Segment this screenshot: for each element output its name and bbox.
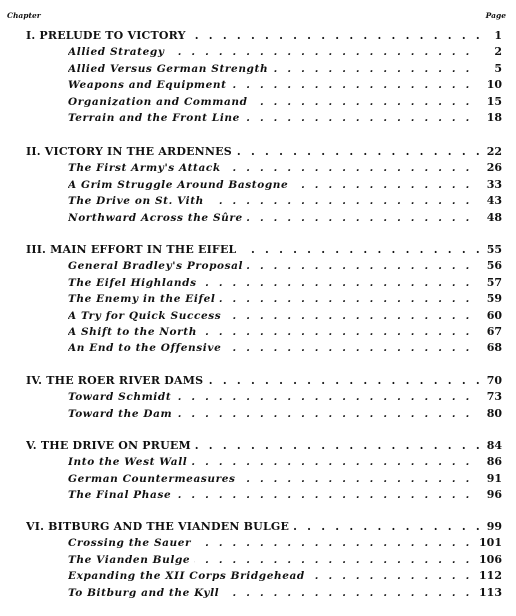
section-entry[interactable] [0,389,516,405]
section-entry[interactable] [0,77,516,93]
section-title: Terrain and the Front Line . . . [68,110,480,126]
section-entry[interactable] [0,552,516,568]
chapter-entry[interactable] [0,438,516,454]
section-entry[interactable] [0,258,516,274]
section-title: Organization and Command . . . [68,94,480,110]
section-title: Allied Strategy . . . [68,44,480,60]
chapter-page-number: 99 [483,519,502,535]
section-entry[interactable] [0,160,516,176]
section-page-number: 43 [483,193,502,209]
chapter-entry[interactable] [0,242,516,258]
chapter-page-number: 70 [483,373,502,389]
section-title: Weapons and Equipment . . . [68,77,480,93]
section-page-number: 101 [475,535,502,551]
chapter-block [0,242,516,357]
section-title: The Drive on St. Vith . . . [68,193,480,209]
section-entry[interactable] [0,585,516,601]
chapter-page-number: 22 [483,144,502,160]
section-page-number: 5 [490,61,502,77]
chapter-title: III. MAIN EFFORT IN THE EIFEL . . . [26,242,480,258]
section-title: Crossing the Sauer . . . [68,535,480,551]
section-title: Toward the Dam . . . [68,406,480,422]
section-page-number: 2 [490,44,502,60]
section-title: Expanding the XII Corps Bridgehead . . . [68,568,480,584]
chapter-block [0,28,516,126]
section-title: An End to the Offensive . . . [68,340,480,356]
chapter-title: IV. THE ROER RIVER DAMS . . . [26,373,480,389]
chapter-entry[interactable] [0,373,516,389]
section-entry[interactable] [0,291,516,307]
chapter-block [0,373,516,422]
section-entry[interactable] [0,110,516,126]
chapter-column-label: Chapter [7,11,41,20]
section-page-number: 10 [483,77,502,93]
section-title: The Final Phase . . . [68,487,480,503]
chapter-entry[interactable] [0,519,516,535]
chapter-title: V. THE DRIVE ON PRUEM . . . [26,438,480,454]
section-entry[interactable] [0,177,516,193]
chapter-title: I. PRELUDE TO VICTORY . . . [26,28,480,44]
section-page-number: 73 [483,389,502,405]
section-entry[interactable] [0,340,516,356]
chapter-page-number: 55 [483,242,502,258]
section-title: The First Army's Attack . . . [68,160,480,176]
chapter-title: VI. BITBURG AND THE VIANDEN BULGE . . . [26,519,480,535]
section-title: The Vianden Bulge . . . [68,552,480,568]
section-entry[interactable] [0,454,516,470]
section-page-number: 57 [483,275,502,291]
section-page-number: 48 [483,210,502,226]
chapter-entry[interactable] [0,28,516,44]
section-title: A Grim Struggle Around Bastogne . . . [68,177,480,193]
chapter-page-number: 1 [490,28,502,44]
section-page-number: 68 [483,340,502,356]
section-entry[interactable] [0,210,516,226]
section-page-number: 18 [483,110,502,126]
section-entry[interactable] [0,535,516,551]
section-title: The Enemy in the Eifel . . . [68,291,480,307]
section-page-number: 91 [483,471,502,487]
chapter-block [0,519,516,601]
section-title: German Countermeasures . . . [68,471,480,487]
section-entry[interactable] [0,94,516,110]
section-page-number: 33 [483,177,502,193]
section-entry[interactable] [0,308,516,324]
section-title: A Try for Quick Success . . . [68,308,480,324]
chapter-page-number: 84 [483,438,502,454]
section-title: To Bitburg and the Kyll . . . [68,585,480,601]
section-page-number: 96 [483,487,502,503]
chapter-block [0,438,516,504]
section-page-number: 60 [483,308,502,324]
section-entry[interactable] [0,275,516,291]
section-entry[interactable] [0,61,516,77]
section-title: Northward Across the Sûre . . . [68,210,480,226]
chapter-title: II. VICTORY IN THE ARDENNES . . . [26,144,480,160]
chapter-entry[interactable] [0,144,516,160]
section-title: Into the West Wall . . . [68,454,480,470]
section-title: The Eifel Highlands . . . [68,275,480,291]
section-entry[interactable] [0,193,516,209]
section-entry[interactable] [0,487,516,503]
section-entry[interactable] [0,568,516,584]
chapter-block [0,144,516,226]
section-page-number: 59 [483,291,502,307]
section-page-number: 15 [483,94,502,110]
section-entry[interactable] [0,324,516,340]
section-page-number: 67 [483,324,502,340]
section-title: A Shift to the North . . . [68,324,480,340]
section-entry[interactable] [0,406,516,422]
section-page-number: 112 [475,568,502,584]
section-entry[interactable] [0,471,516,487]
section-page-number: 80 [483,406,502,422]
section-page-number: 106 [475,552,502,568]
section-page-number: 86 [483,454,502,470]
page-column-label: Page [485,11,506,20]
section-page-number: 113 [475,585,502,601]
section-entry[interactable] [0,44,516,60]
section-page-number: 26 [483,160,502,176]
section-title: Toward Schmidt . . . [68,389,480,405]
section-title: Allied Versus German Strength . . . [68,61,480,77]
section-title: General Bradley's Proposal . . . [68,258,480,274]
section-page-number: 56 [483,258,502,274]
